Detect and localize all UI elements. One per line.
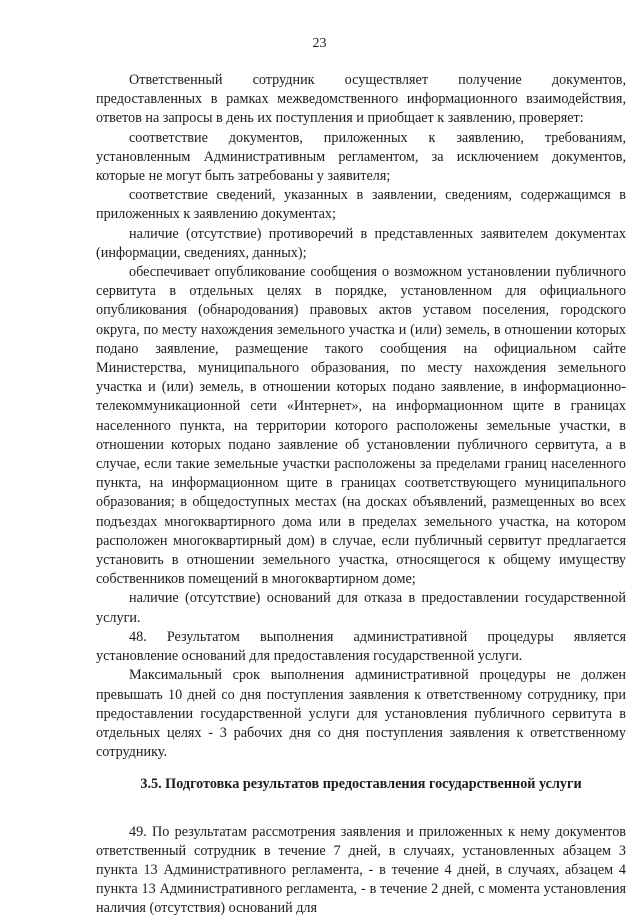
paragraph-information-compliance: соответствие сведений, указанных в заявлении, сведениям, содержащимся в приложенных к заявлению документах; (96, 187, 626, 223)
paragraph-publication: обеспечивает опубликование сообщения о возможном установлении публичного сервитута в отдельных целях в порядке, установленном для официального опубликования (обнародования) правовых актов уставом поселения, городского округа, по месту нахождения земельного участка и (или) земель, в отношении которых подано заявление, размещение такого сообщения на официальном сайте Министерства, муниципального образования, по месту нахождения земельного участка и (или) земель, в отношении которых подано заявление, в информационно-телекоммуникационной сети «Интернет», на информационном щите в границах населенного пункта, на территории которого расположены земельные участки, в отношении которых подано заявление об установлении публичного сервитута, а в случае, если такие земельные участки расположены за пределами границ населенного пункта, на информационном щите в границах соответствующего муниципального образования; в общедоступных местах (на досках объявлений, размещенных во всех подъездах многоквартирного дома или в пределах земельного участка, на котором расположен многоквартирный дом) в случае, если публичный сервитут предлагается установить в отношении земельного участка, относящегося к общему имуществу собственников помещений в многоквартирном доме; (96, 264, 626, 588)
paragraph-contradictions: наличие (отсутствие) противоречий в представленных заявителем документах (информации, сведениях, данных); (96, 225, 626, 261)
document-body (96, 71, 626, 919)
paragraph-49: 49. По результатам рассмотрения заявления и приложенных к нему документов ответственный сотрудник в течение 7 дней, в случаях, установленных абзацем 3 пункта 13 Административного регламента, - в течение 4 дней, в случаях, абзацем 4 пункта 13 Административного регламента, - в течение 2 дней, с момента установления наличия (отсутствия) оснований для (96, 823, 626, 917)
paragraph-responsible-employee: Ответственный сотрудник осуществляет получение документов, предоставленных в рамках межведомственного информационного взаимодействия, ответов на запросы в день их поступления и приобщает к заявлению, проверяет: (96, 72, 626, 127)
paragraph-48: 48. Результатом выполнения административной процедуры является установление оснований для предоставления государственной услуги. (96, 628, 626, 665)
paragraph-documents-compliance: соответствие документов, приложенных к заявлению, требованиям, установленным Административным регламентом, за исключением документов, которые не могут быть затребованы у заявителя; (96, 129, 626, 185)
paragraph-max-period: Максимальный срок выполнения административной процедуры не должен превышать 10 дней со дня поступления заявления к ответственному сотруднику, при предоставлении государственной услуги для установления публичного сервитута в отдельных целях - 3 рабочих дня со дня поступления заявления к ответственному сотруднику. (96, 667, 626, 761)
page-number: 23 (312, 36, 327, 51)
section-heading: 3.5. Подготовка результатов предоставления государственной услуги (140, 776, 582, 793)
paragraph-refusal-grounds: наличие (отсутствие) оснований для отказа в предоставлении государственной услуги. (96, 590, 626, 626)
